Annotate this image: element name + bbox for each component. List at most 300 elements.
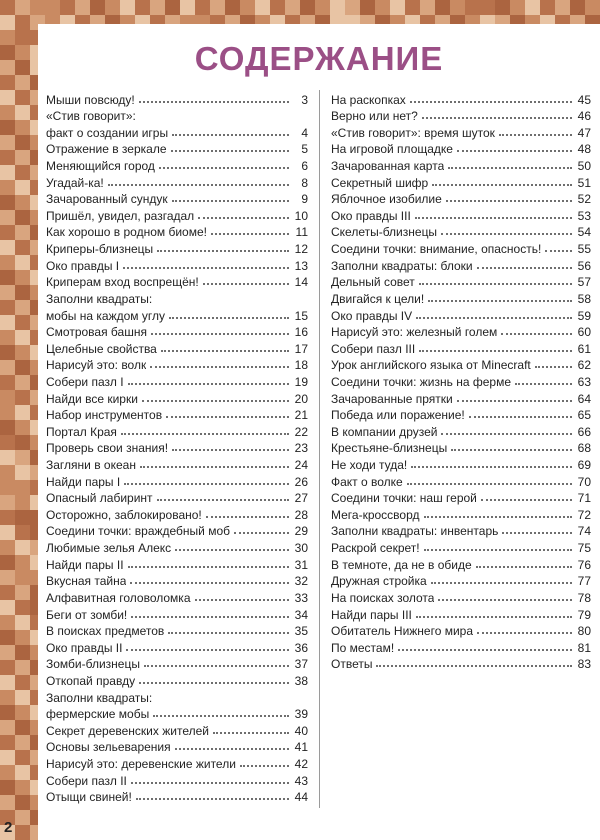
toc-entry xyxy=(331,389,591,406)
border-tile xyxy=(15,195,30,210)
border-tile xyxy=(0,345,15,360)
toc-dot-leader xyxy=(481,499,572,501)
border-tile xyxy=(15,240,30,255)
border-tile xyxy=(465,0,480,15)
toc-entry-page: 16 xyxy=(294,325,308,340)
toc-dot-leader xyxy=(441,233,572,235)
border-tile xyxy=(15,705,30,720)
toc-entry-page: 46 xyxy=(577,109,591,124)
toc-entry-title: Угадай-ка! xyxy=(46,175,104,190)
border-tile xyxy=(0,150,15,165)
toc-entry xyxy=(46,389,308,406)
toc-entry-page: 48 xyxy=(577,142,591,157)
toc-dot-leader xyxy=(139,682,289,684)
border-tile xyxy=(480,0,495,15)
toc-entry-page: 60 xyxy=(577,325,591,340)
border-tile xyxy=(0,180,15,195)
border-tile xyxy=(15,360,30,375)
border-tile xyxy=(285,0,300,15)
toc-entry xyxy=(46,90,308,107)
border-tile xyxy=(15,105,30,120)
toc-entry-title: Найди пары I xyxy=(46,474,121,489)
toc-entry xyxy=(46,289,308,306)
toc-entry xyxy=(46,356,308,373)
toc-dot-leader xyxy=(424,549,572,551)
toc-entry-title: Проверь свои знания! xyxy=(46,441,169,456)
toc-entry-page: 55 xyxy=(577,242,591,257)
toc-dot-leader xyxy=(416,317,572,319)
toc-entry-title: Заполни квадраты: xyxy=(46,690,153,705)
toc-entry-page: 31 xyxy=(294,557,308,572)
border-tile xyxy=(15,30,30,45)
border-tile xyxy=(15,540,30,555)
toc-entry-page: 64 xyxy=(577,391,591,406)
border-tile xyxy=(0,210,15,225)
toc-entry xyxy=(46,622,308,639)
toc-entry xyxy=(331,90,591,107)
page-number: 2 xyxy=(4,819,13,836)
border-tile xyxy=(0,735,15,750)
toc-entry xyxy=(46,705,308,722)
border-tile xyxy=(0,495,15,510)
toc-entry xyxy=(46,339,308,356)
toc-entry-title: Око правды I xyxy=(46,258,120,273)
toc-entry-title: Зачарованный сундук xyxy=(46,192,168,207)
toc-entry-title: На поисках золота xyxy=(331,590,435,605)
toc-entry-title: Не ходи туда! xyxy=(331,458,408,473)
border-tile xyxy=(165,0,180,15)
border-tile xyxy=(0,510,15,525)
toc-entry-page: 12 xyxy=(294,242,308,257)
toc-entry-title: Портал Края xyxy=(46,424,117,439)
toc-entry-page: 8 xyxy=(301,175,308,190)
contents-page xyxy=(38,24,600,840)
toc-dot-leader xyxy=(446,200,572,202)
border-tile xyxy=(0,270,15,285)
border-tile xyxy=(0,630,15,645)
border-tile xyxy=(15,555,30,570)
toc-entry-page: 3 xyxy=(301,92,308,107)
border-tile xyxy=(15,255,30,270)
border-tile xyxy=(270,0,285,15)
border-tile xyxy=(0,435,15,450)
toc-entry-title: Отражение в зеркале xyxy=(46,142,167,157)
border-tile xyxy=(15,375,30,390)
toc-dot-leader xyxy=(422,117,572,119)
toc-dot-leader xyxy=(416,616,572,618)
border-tile xyxy=(360,0,375,15)
toc-entry-title: «Стив говорит»: xyxy=(46,109,136,124)
toc-dot-leader xyxy=(411,466,572,468)
toc-dot-leader xyxy=(432,184,572,186)
toc-entry-page: 37 xyxy=(294,657,308,672)
toc-entry xyxy=(46,123,308,140)
border-tile xyxy=(15,660,30,675)
toc-dot-leader xyxy=(457,150,572,152)
toc-entry-page: 51 xyxy=(577,175,591,190)
border-tile xyxy=(0,465,15,480)
toc-entry xyxy=(46,638,308,655)
toc-entry-title: Опасный лабиринт xyxy=(46,491,153,506)
border-tile xyxy=(0,570,15,585)
toc-entry xyxy=(46,671,308,688)
border-tile xyxy=(120,0,135,15)
toc-dot-leader xyxy=(431,582,572,584)
border-tile xyxy=(0,225,15,240)
toc-entry-title: Криперы-близнецы xyxy=(46,242,154,257)
toc-entry-page: 65 xyxy=(577,408,591,423)
toc-entry-title: Зомби-близнецы xyxy=(46,657,140,672)
toc-entry-page: 18 xyxy=(294,358,308,373)
toc-entry-page: 79 xyxy=(577,607,591,622)
toc-entry-page: 62 xyxy=(577,358,591,373)
border-tile xyxy=(0,120,15,135)
toc-entry-title: Заполни квадраты: xyxy=(46,291,153,306)
toc-entry-page: 58 xyxy=(577,291,591,306)
toc-entry-title: Соедини точки: наш герой xyxy=(331,491,477,506)
page-title: СОДЕРЖАНИЕ xyxy=(194,40,444,77)
toc-entry-title: Беги от зомби! xyxy=(46,607,128,622)
toc-dot-leader xyxy=(448,167,572,169)
border-tile xyxy=(15,765,30,780)
border-tile xyxy=(0,420,15,435)
toc-entry-page: 47 xyxy=(577,125,591,140)
toc-dot-leader xyxy=(376,665,572,667)
border-tile xyxy=(90,0,105,15)
border-tile xyxy=(15,615,30,630)
toc-entry xyxy=(46,754,308,771)
border-tile xyxy=(15,150,30,165)
toc-entry-title: Мыши повсюду! xyxy=(46,92,135,107)
toc-entry xyxy=(331,239,591,256)
toc-dot-leader xyxy=(150,366,289,368)
toc-dot-leader xyxy=(198,217,289,219)
border-tile xyxy=(0,765,15,780)
toc-entry-page: 9 xyxy=(301,192,308,207)
toc-entry-page: 41 xyxy=(294,740,308,755)
border-tile xyxy=(0,240,15,255)
toc-entry-title: Око правды III xyxy=(331,208,411,223)
toc-entry-page: 71 xyxy=(577,491,591,506)
border-tile xyxy=(15,525,30,540)
border-tile xyxy=(330,0,345,15)
toc-entry xyxy=(331,538,591,555)
toc-entry-title: Собери пазл I xyxy=(46,374,124,389)
toc-entry-page: 59 xyxy=(577,308,591,323)
border-tile xyxy=(0,285,15,300)
border-tile xyxy=(15,120,30,135)
toc-entry-page: 10 xyxy=(294,208,308,223)
toc-dot-leader xyxy=(169,317,289,319)
border-tile xyxy=(495,0,510,15)
toc-entry xyxy=(46,555,308,572)
toc-entry-title: Секретный шифр xyxy=(331,175,429,190)
toc-entry xyxy=(331,339,591,356)
toc-entry-page: 43 xyxy=(294,773,308,788)
border-tile xyxy=(15,480,30,495)
toc-entry xyxy=(46,472,308,489)
toc-entry-title: «Стив говорит»: время шуток xyxy=(331,125,495,140)
toc-entry-page: 53 xyxy=(577,208,591,223)
toc-entry xyxy=(46,107,308,124)
toc-entry-page: 83 xyxy=(577,657,591,672)
toc-entry xyxy=(331,439,591,456)
column-divider xyxy=(319,90,320,808)
toc-entry xyxy=(331,588,591,605)
toc-entry-page: 63 xyxy=(577,374,591,389)
toc-dot-leader xyxy=(535,366,572,368)
toc-dot-leader xyxy=(172,449,289,451)
toc-entry xyxy=(46,538,308,555)
toc-entry-title: Крестьяне-близнецы xyxy=(331,441,448,456)
toc-entry-title: Вкусная тайна xyxy=(46,574,127,589)
border-tile xyxy=(15,630,30,645)
toc-dot-leader xyxy=(161,350,289,352)
toc-entry-title: В поисках предметов xyxy=(46,624,165,639)
toc-entry-page: 42 xyxy=(294,756,308,771)
toc-entry xyxy=(331,622,591,639)
toc-entry-page: 34 xyxy=(294,607,308,622)
border-tile xyxy=(15,135,30,150)
border-tile xyxy=(15,315,30,330)
toc-entry-title: Двигайся к цели! xyxy=(331,291,425,306)
border-tile xyxy=(195,0,210,15)
toc-entry-title: Основы зельеварения xyxy=(46,740,171,755)
border-tile xyxy=(0,660,15,675)
toc-entry xyxy=(331,522,591,539)
border-tile xyxy=(15,300,30,315)
toc-entry xyxy=(46,655,308,672)
border-tile xyxy=(0,255,15,270)
border-tile xyxy=(15,600,30,615)
toc-dot-leader xyxy=(123,267,289,269)
contents-column-right xyxy=(331,90,591,671)
toc-entry xyxy=(331,372,591,389)
border-tile xyxy=(525,0,540,15)
border-tile xyxy=(15,570,30,585)
toc-dot-leader xyxy=(206,516,289,518)
toc-entry-title: фермерские мобы xyxy=(46,707,150,722)
toc-entry xyxy=(331,273,591,290)
border-tile xyxy=(15,285,30,300)
toc-dot-leader xyxy=(501,333,572,335)
border-tile xyxy=(0,690,15,705)
toc-entry-title: мобы на каждом углу xyxy=(46,308,165,323)
border-tile xyxy=(390,0,405,15)
toc-dot-leader xyxy=(142,400,289,402)
border-tile xyxy=(0,450,15,465)
toc-entry-title: На игровой площадке xyxy=(331,142,453,157)
border-tile xyxy=(0,750,15,765)
border-tile xyxy=(0,375,15,390)
toc-entry xyxy=(46,522,308,539)
toc-entry xyxy=(46,206,308,223)
toc-dot-leader xyxy=(175,549,289,551)
toc-entry xyxy=(46,771,308,788)
border-tile xyxy=(450,0,465,15)
toc-entry-page: 24 xyxy=(294,458,308,473)
toc-dot-leader xyxy=(240,765,289,767)
border-tile xyxy=(15,750,30,765)
toc-dot-leader xyxy=(424,516,573,518)
border-tile xyxy=(0,300,15,315)
toc-dot-leader xyxy=(168,632,289,634)
toc-dot-leader xyxy=(407,483,572,485)
toc-dot-leader xyxy=(502,532,572,534)
toc-entry xyxy=(331,107,591,124)
border-tile xyxy=(0,720,15,735)
border-tile xyxy=(540,0,555,15)
toc-entry-page: 15 xyxy=(294,308,308,323)
toc-entry-page: 6 xyxy=(301,159,308,174)
toc-entry-title: На раскопках xyxy=(331,92,406,107)
border-tile xyxy=(510,0,525,15)
border-tile xyxy=(0,480,15,495)
border-tile xyxy=(0,600,15,615)
toc-entry-title: Целебные свойства xyxy=(46,341,157,356)
toc-entry xyxy=(46,489,308,506)
toc-entry xyxy=(46,256,308,273)
border-tile xyxy=(255,0,270,15)
toc-dot-leader xyxy=(130,582,289,584)
toc-entry-page: 38 xyxy=(294,673,308,688)
toc-dot-leader xyxy=(151,333,289,335)
toc-dot-leader xyxy=(211,233,289,235)
toc-dot-leader xyxy=(451,449,572,451)
border-tile xyxy=(15,180,30,195)
border-tile xyxy=(435,0,450,15)
border-tile xyxy=(0,780,15,795)
toc-dot-leader xyxy=(172,200,289,202)
toc-dot-leader xyxy=(124,483,289,485)
toc-dot-leader xyxy=(166,416,289,418)
contents-column-left xyxy=(46,90,308,804)
toc-entry-title: Отыщи свиней! xyxy=(46,790,132,805)
border-tile xyxy=(0,15,15,30)
border-tile xyxy=(0,60,15,75)
toc-entry-page: 21 xyxy=(294,408,308,423)
border-tile xyxy=(15,585,30,600)
toc-entry-title: Как хорошо в родном биоме! xyxy=(46,225,207,240)
toc-dot-leader xyxy=(476,566,572,568)
toc-entry-title: Нарисуй это: волк xyxy=(46,358,147,373)
border-tile xyxy=(240,0,255,15)
border-tile xyxy=(15,165,30,180)
toc-entry-title: Заполни квадраты: инвентарь xyxy=(331,524,499,539)
toc-entry-page: 23 xyxy=(294,441,308,456)
toc-dot-leader xyxy=(172,134,289,136)
toc-entry-title: Криперам вход воспрещён! xyxy=(46,275,199,290)
toc-entry-title: Нарисуй это: деревенские жители xyxy=(46,756,236,771)
border-tile xyxy=(105,0,120,15)
toc-entry xyxy=(331,173,591,190)
toc-entry-title: Меняющийся город xyxy=(46,159,155,174)
toc-entry-title: Загляни в океан xyxy=(46,458,136,473)
toc-entry xyxy=(331,406,591,423)
toc-entry-page: 22 xyxy=(294,424,308,439)
toc-entry-page: 66 xyxy=(577,424,591,439)
toc-dot-leader xyxy=(428,300,572,302)
toc-entry xyxy=(331,190,591,207)
toc-entry-title: Секрет деревенских жителей xyxy=(46,723,209,738)
toc-dot-leader xyxy=(131,616,289,618)
border-tile xyxy=(0,390,15,405)
border-tile xyxy=(15,810,30,825)
toc-entry-page: 29 xyxy=(294,524,308,539)
toc-entry-title: Смотровая башня xyxy=(46,325,147,340)
toc-entry xyxy=(46,572,308,589)
toc-dot-leader xyxy=(128,566,289,568)
toc-dot-leader xyxy=(398,649,572,651)
toc-dot-leader xyxy=(234,532,289,534)
toc-entry-title: Заполни квадраты: блоки xyxy=(331,258,473,273)
toc-entry xyxy=(46,688,308,705)
toc-entry-title: Верно или нет? xyxy=(331,109,418,124)
border-tile xyxy=(15,825,30,840)
toc-entry-page: 80 xyxy=(577,624,591,639)
toc-entry xyxy=(46,156,308,173)
toc-entry-page: 68 xyxy=(577,441,591,456)
border-tile xyxy=(15,465,30,480)
toc-entry-title: Мега-кроссворд xyxy=(331,507,420,522)
toc-entry-title: Зачарованная карта xyxy=(331,159,445,174)
toc-dot-leader xyxy=(419,283,572,285)
border-tile xyxy=(405,0,420,15)
border-tile xyxy=(0,0,15,15)
toc-entry-title: В темноте, да не в обиде xyxy=(331,557,472,572)
toc-entry xyxy=(46,588,308,605)
border-tile xyxy=(555,0,570,15)
toc-entry-title: Ответы xyxy=(331,657,373,672)
border-tile xyxy=(15,720,30,735)
border-tile xyxy=(15,795,30,810)
toc-entry-title: Обитатель Нижнего мира xyxy=(331,624,474,639)
toc-entry-title: Урок английского языка от Minecraft xyxy=(331,358,531,373)
toc-entry-title: Найди пары III xyxy=(331,607,412,622)
toc-dot-leader xyxy=(108,184,289,186)
toc-dot-leader xyxy=(159,167,289,169)
toc-dot-leader xyxy=(477,632,572,634)
border-tile xyxy=(0,195,15,210)
border-tile xyxy=(0,555,15,570)
toc-entry-title: Дружная стройка xyxy=(331,574,427,589)
border-tile xyxy=(0,165,15,180)
toc-entry-page: 14 xyxy=(294,275,308,290)
toc-entry-title: Соедини точки: враждебный моб xyxy=(46,524,231,539)
toc-entry xyxy=(46,190,308,207)
toc-entry-title: Нарисуй это: железный голем xyxy=(331,325,498,340)
toc-entry-page: 17 xyxy=(294,341,308,356)
border-tile xyxy=(15,345,30,360)
border-tile xyxy=(570,0,585,15)
toc-entry xyxy=(46,372,308,389)
toc-dot-leader xyxy=(131,782,289,784)
toc-entry-page: 77 xyxy=(577,574,591,589)
border-tile xyxy=(0,675,15,690)
toc-entry-page: 39 xyxy=(294,707,308,722)
toc-entry xyxy=(331,655,591,672)
toc-entry-title: Соедини точки: внимание, опасность! xyxy=(331,242,542,257)
toc-entry-title: Собери пазл II xyxy=(46,773,127,788)
toc-dot-leader xyxy=(457,400,572,402)
toc-entry-page: 13 xyxy=(294,258,308,273)
toc-entry xyxy=(46,605,308,622)
border-tile xyxy=(15,330,30,345)
toc-entry-title: Победа или поражение! xyxy=(331,408,465,423)
border-tile xyxy=(15,60,30,75)
toc-dot-leader xyxy=(545,250,572,252)
toc-entry-page: 52 xyxy=(577,192,591,207)
